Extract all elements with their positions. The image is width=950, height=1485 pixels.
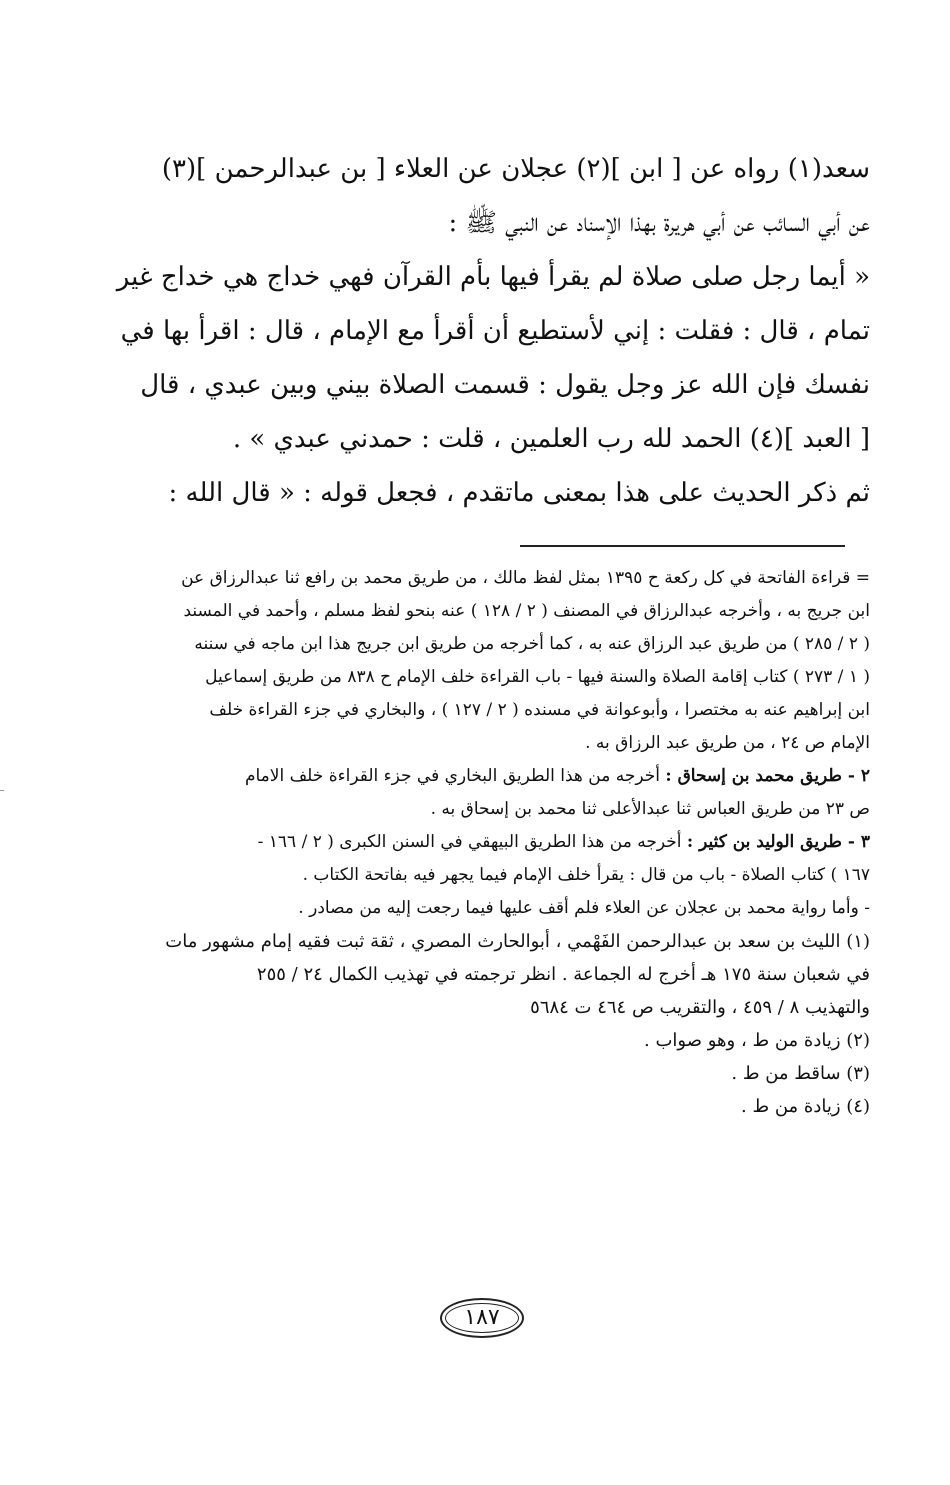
- footnote-note-3: (٣) ساقط من ط .: [731, 1063, 870, 1084]
- footnote-line: ابن إبراهيم عنه به مختصرا ، وأبوعوانة في مسنده ( ٢ / ١٢٧ ) ، والبخاري في جزء القراءة خلف: [209, 700, 870, 720]
- main-text-line: عن أبي السائب عن أبي هريرة بهذا الإسناد عن النبي ﷺ :: [448, 208, 870, 238]
- page-number-text: ١٨٧: [464, 1305, 500, 1330]
- footnote-item-2-heading: ٢ - طريق محمد بن إسحاق :: [665, 766, 870, 786]
- footnote-line: ١٦٧ ) كتاب الصلاة - باب من قال : يقرأ خلف الإمام فيما يجهر فيه بفاتحة الكتاب .: [302, 865, 870, 885]
- page-number: [440, 1298, 524, 1338]
- margin-mark: [0, 790, 4, 791]
- footnote-item-3: [70, 826, 870, 859]
- footnote-note-4: (٤) زيادة من ط .: [741, 1096, 870, 1117]
- footnote-note-2: (٢) زيادة من ط ، وهو صواب .: [644, 1030, 870, 1051]
- footnote-line: ( ٢ / ٢٨٥ ) من طريق عبد الرزاق عنه به ، كما أخرجه من طريق ابن جريج هذا ابن ماجه في سننه: [194, 634, 870, 654]
- footnote-note-1: والتهذيب ٨ / ٤٥٩ ، والتقريب ص ٤٦٤ ت ٥٦٨٤: [530, 997, 870, 1018]
- footnote-item-3-text: أخرجه من هذا الطريق البيهقي في السنن الكبرى ( ٢ / ١٦٦ -: [257, 832, 687, 852]
- footnote-note-1: في شعبان سنة ١٧٥ هـ أخرج له الجماعة . انظر ترجمته في تهذيب الكمال ٢٤ / ٢٥٥: [256, 964, 870, 985]
- main-text-line: [ العبد ](٤) الحمد لله رب العلمين ، قلت : حمدني عبدي » .: [232, 424, 870, 454]
- footnote-item-3-heading: ٣ - طريق الوليد بن كثير :: [686, 832, 870, 852]
- footnote-line: الإمام ص ٢٤ ، من طريق عبد الرزاق به .: [585, 733, 870, 753]
- footnote-line: = قراءة الفاتحة في كل ركعة ح ١٣٩٥ بمثل لفظ مالك ، من طريق محمد بن رافع ثنا عبدالرزاق عن: [181, 568, 870, 588]
- main-text-line: « أيما رجل صلى صلاة لم يقرأ فيها بأم القرآن فهي خداج هي خداج غير: [116, 262, 870, 292]
- main-text-line: سعد(١) رواه عن [ ابن ](٢) عجلان عن العلاء [ بن عبدالرحمن ](٣): [161, 154, 870, 184]
- footnote-line: - وأما رواية محمد بن عجلان عن العلاء فلم أقف عليها فيما رجعت إليه من مصادر .: [298, 898, 870, 918]
- main-text-line: ثم ذكر الحديث على هذا بمعنى ماتقدم ، فجعل قوله : « قال الله :: [168, 478, 870, 508]
- main-text: [70, 142, 870, 520]
- footnote-line: ( ١ / ٢٧٣ ) كتاب إقامة الصلاة والسنة فيها - باب القراءة خلف الإمام ح ٨٣٨ من طريق إسماعيل: [205, 667, 870, 687]
- main-text-line: نفسك فإن الله عز وجل يقول : قسمت الصلاة بيني وبين عبدي ، قال: [140, 370, 870, 400]
- footnote-line: ابن جريج به ، وأخرجه عبدالرزاق في المصنف ( ٢ / ١٢٨ ) عنه بنحو لفظ مسلم ، وأحمد في المسند: [183, 601, 870, 621]
- footnote-separator: [520, 545, 845, 547]
- footnote-note-1: (١) الليث بن سعد بن عبدالرحمن الفَهْمي ، أبوالحارث المصري ، ثقة ثبت فقيه إمام مشهور مات: [165, 931, 870, 952]
- footnote-item-2: [70, 760, 870, 793]
- footnotes: [70, 562, 870, 1123]
- footnote-line: ص ٢٣ من طريق العباس ثنا عبدالأعلى ثنا محمد بن إسحاق به .: [430, 799, 870, 819]
- page-number-frame: [445, 1303, 519, 1333]
- main-text-line: تمام ، قال : فقلت : إني لأستطيع أن أقرأ مع الإمام ، قال : اقرأ بها في: [120, 316, 870, 346]
- footnote-item-2-text: أخرجه من هذا الطريق البخاري في جزء القراءة خلف الامام: [244, 766, 666, 786]
